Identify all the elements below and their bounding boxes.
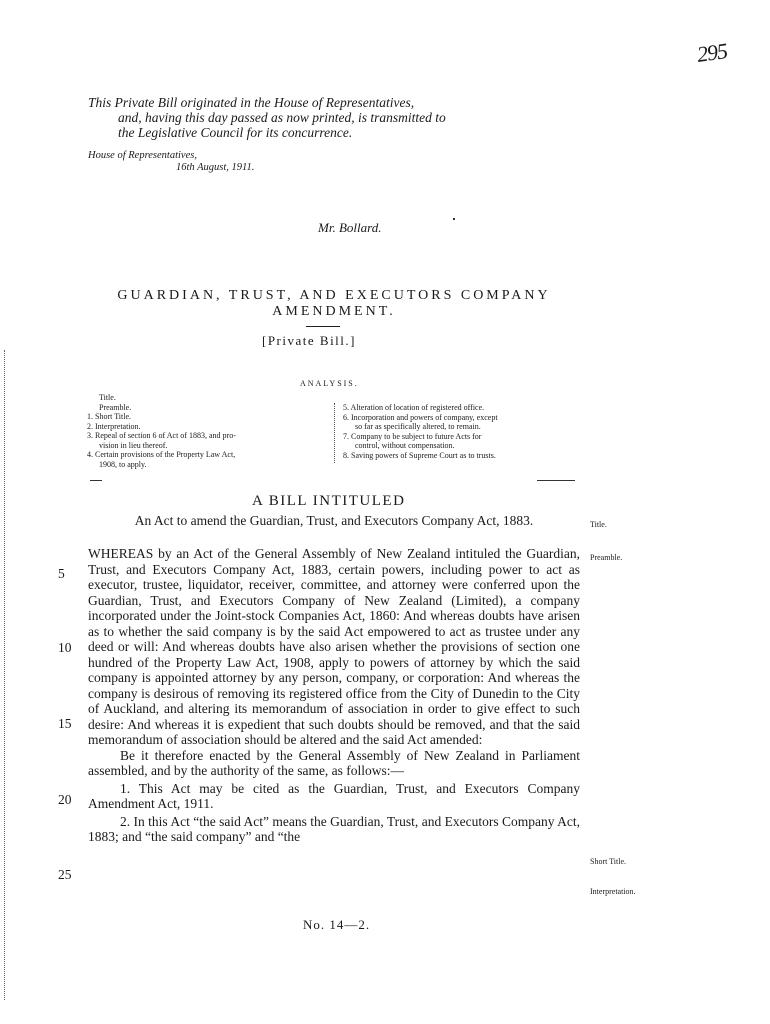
transmittal-note <box>88 95 588 140</box>
bill-title: GUARDIAN, TRUST, AND EXECUTORS COMPANY AMENDMENT. <box>117 288 551 319</box>
analysis-item: 8. Saving powers of Supreme Court as to trusts. <box>343 450 496 460</box>
house-date: 16th August, 1911. <box>176 162 255 173</box>
line-number: 15 <box>58 716 72 731</box>
house-name: House of Representatives, <box>88 150 197 161</box>
divider <box>90 480 102 481</box>
section-2: 2. In this Act “the said Act” means the Guardian, Trust, and Executors Company Act, 1883; and “the said company” and “the <box>88 813 580 844</box>
analysis-heading: ANALYSIS. <box>300 379 359 388</box>
member-name: Mr. Bollard. <box>318 220 382 235</box>
long-title: An Act to amend the Guardian, Trust, and Executors Company Act, 1883. <box>134 513 534 528</box>
transmittal-line: the Legislative Council for its concurrence. <box>118 125 353 140</box>
analysis-item: vision in lieu thereof. <box>99 440 168 450</box>
enacting-clause: Be it therefore enacted by the General Assembly of New Zealand in Parliament assembled, and by the authority of the same, as follows:— <box>88 747 580 778</box>
margin-note-preamble: Preamble. <box>590 553 623 562</box>
line-number: 25 <box>58 867 72 882</box>
binding-edge <box>4 350 5 1000</box>
margin-note-interpretation: Interpretation. <box>590 887 636 896</box>
analysis-item: 7. Company to be subject to future Acts for <box>343 431 482 441</box>
analysis-item: Preamble. <box>99 402 132 412</box>
line-number: 10 <box>58 640 72 655</box>
analysis-separator <box>334 403 335 463</box>
bill-number: No. 14—2. <box>303 917 371 932</box>
analysis-item: 1908, to apply. <box>99 459 147 469</box>
analysis-item: 5. Alteration of location of registered office. <box>343 403 485 412</box>
transmittal-line: This Private Bill originated in the House of Representatives, <box>88 95 415 110</box>
analysis-item: control, without compensation. <box>355 441 455 450</box>
margin-note-title: Title. <box>590 520 607 529</box>
house-dateline <box>88 150 254 174</box>
analysis-item: 1. Short Title. <box>87 412 132 421</box>
handwritten-page-number: 295 <box>695 38 729 67</box>
analysis-right-column <box>343 403 583 460</box>
analysis-item: Title. <box>99 393 116 402</box>
divider <box>537 480 575 481</box>
margin-note-short-title: Short Title. <box>590 857 627 866</box>
line-number: 20 <box>58 792 72 807</box>
preamble-text: WHEREAS by an Act of the General Assembly of New Zealand intituled the Guardian, Trust, and Executors Company Act, 1883, certain powers, including power to act as executor, trustee, liquidator, receiver, committee, and attorney were conferred upon the Guardian, Trust, and Executors Company of New Zealand (Limited), a company incorporated under the Joint-stock Companies Act, 1860: And whereas doubts have arisen as to whether the said company is by the said Act empowered to act as trustee under any deed or will: And whereas doubts have also arisen whether the provisions of section one hundred of the Property Law Act, 1908, apply to powers of attorney by which the said company is appointed attorney by any person, company, or corporation: And whereas the company is desirous of removing its registered office from the City of Dunedin to the City of Auckland, and altering its memorandum of association in order to give effect to such desire: And whereas it is expedient that such doubts should be removed, and that the said memorandum of association should be altered and the said Act amended: <box>88 546 580 747</box>
analysis-item: 4. Certain provisions of the Property Law Act, <box>87 450 236 459</box>
transmittal-line: and, having this day passed as now printed, is transmitted to <box>118 110 446 125</box>
scan-speck <box>453 218 455 220</box>
bill-heading: A BILL INTITULED <box>252 493 406 509</box>
analysis-item: 2. Interpretation. <box>87 421 141 431</box>
bill-type: [Private Bill.] <box>262 333 356 348</box>
analysis-item: 6. Incorporation and powers of company, except <box>343 412 498 422</box>
bill-body <box>88 546 580 845</box>
analysis-item: so far as specifically altered, to remain. <box>355 422 481 431</box>
line-number: 5 <box>58 566 65 581</box>
section-1: 1. This Act may be cited as the Guardian, Trust, and Executors Company Amendment Act, 1911. <box>88 780 580 811</box>
title-rule <box>306 326 340 327</box>
analysis-item: 3. Repeal of section 6 of Act of 1883, and pro- <box>87 431 236 440</box>
analysis-left-column <box>87 393 332 469</box>
